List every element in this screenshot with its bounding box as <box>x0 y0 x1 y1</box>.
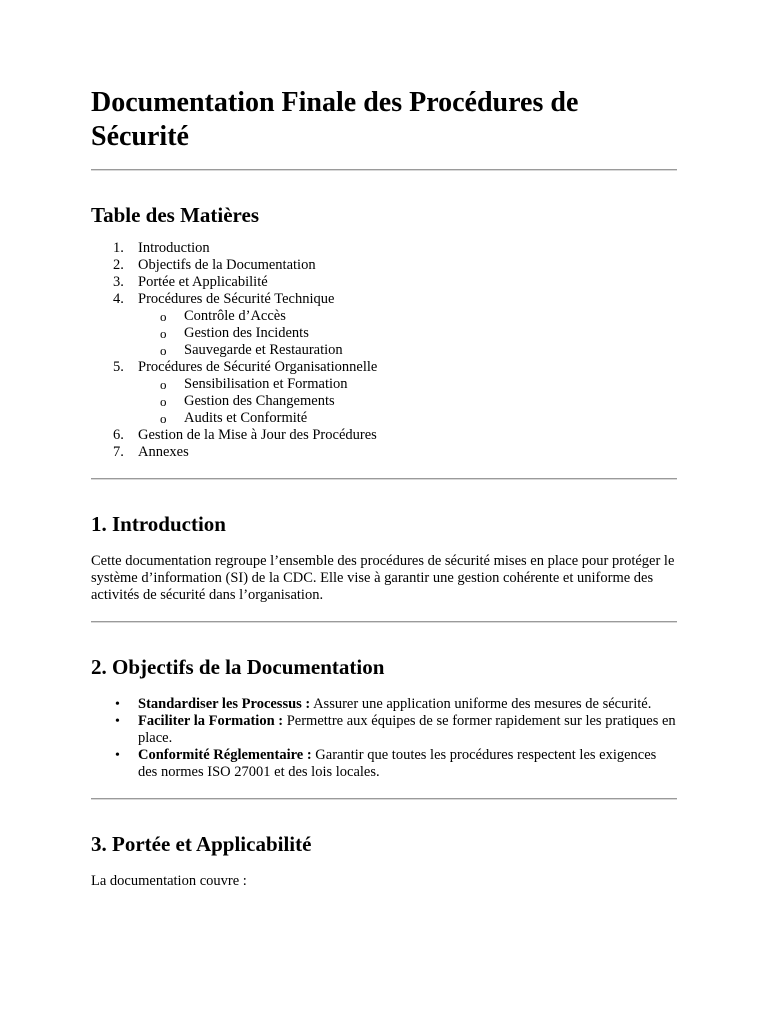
toc-item-label: Gestion de la Mise à Jour des Procédures <box>138 427 377 443</box>
toc-subitem: o Audits et Conformité <box>160 410 308 426</box>
section-heading-portee: 3. Portée et Applicabilité <box>91 832 312 856</box>
divider <box>91 621 677 623</box>
toc-item: 5. Procédures de Sécurité Organisationnelle o Sensibilisation et Formation o Gestion des Changements o Audits et Conformité <box>91 359 677 427</box>
toc-item: 4. Procédures de Sécurité Technique o Contrôle d’Accès o Gestion des Incidents o Sauvegarde et Restauration <box>91 291 677 359</box>
objectifs-list <box>91 696 677 781</box>
toc-subitem: o Sauvegarde et Restauration <box>160 342 343 358</box>
divider <box>91 798 677 800</box>
list-item-text: Garantir que toutes les procédures respectent les exigences des normes ISO 27001 et des lois locales. <box>138 747 657 780</box>
list-item-term: Conformité Réglementaire : <box>138 747 312 763</box>
toc-item-label: Annexes <box>138 444 189 460</box>
list-item: • Conformité Réglementaire : Garantir que toutes les procédures respectent les exigences des normes ISO 27001 et des lois locales. <box>115 747 657 780</box>
toc-sublist <box>138 376 677 427</box>
toc-item: 2. Objectifs de la Documentation <box>113 257 316 273</box>
toc-item-label: Procédures de Sécurité Organisationnelle <box>138 359 378 375</box>
toc-subitem-label: Gestion des Changements <box>184 393 335 409</box>
toc-subitem: o Contrôle d’Accès <box>160 308 286 324</box>
section-heading-objectifs: 2. Objectifs de la Documentation <box>91 655 385 679</box>
document-title: Documentation Finale des Procédures de Sécurité <box>91 87 579 152</box>
toc-item: 7. Annexes <box>113 444 189 460</box>
toc-subitem: o Gestion des Changements <box>160 393 335 409</box>
list-item-text: Permettre aux équipes de se former rapidement sur les pratiques en place. <box>138 713 676 746</box>
toc-subitem: o Sensibilisation et Formation <box>160 376 348 392</box>
section-heading-introduction: 1. Introduction <box>91 512 226 536</box>
toc-item: 3. Portée et Applicabilité <box>113 274 268 290</box>
toc-subitem-label: Contrôle d’Accès <box>184 308 286 324</box>
list-item: • Faciliter la Formation : Permettre aux équipes de se former rapidement sur les pratiques en place. <box>115 713 676 746</box>
toc-subitem-label: Gestion des Incidents <box>184 325 309 341</box>
list-item-term: Faciliter la Formation : <box>138 713 284 729</box>
document-content <box>91 86 677 890</box>
list-item-term: Standardiser les Processus : <box>138 696 311 712</box>
toc-sublist <box>138 308 677 359</box>
toc-heading: Table des Matières <box>91 203 259 227</box>
divider <box>91 169 677 171</box>
toc-item: 1. Introduction <box>113 240 210 256</box>
toc-item: 6. Gestion de la Mise à Jour des Procédures <box>113 427 377 443</box>
toc-subitem-label: Sauvegarde et Restauration <box>184 342 343 358</box>
toc-item-label: Portée et Applicabilité <box>138 274 268 290</box>
list-item-text: Assurer une application uniforme des mesures de sécurité. <box>310 696 652 712</box>
toc-item-label: Procédures de Sécurité Technique <box>138 291 335 307</box>
toc-subitem-label: Audits et Conformité <box>184 410 308 426</box>
portee-paragraph: La documentation couvre : <box>91 873 247 889</box>
table-of-contents <box>91 240 677 461</box>
toc-subitem-label: Sensibilisation et Formation <box>184 376 348 392</box>
toc-subitem: o Gestion des Incidents <box>160 325 309 341</box>
toc-item-label: Objectifs de la Documentation <box>138 257 316 273</box>
divider <box>91 478 677 480</box>
toc-item-label: Introduction <box>138 240 210 256</box>
list-item: • Standardiser les Processus : Assurer une application uniforme des mesures de sécurité. <box>115 696 652 712</box>
introduction-paragraph: Cette documentation regroupe l’ensemble des procédures de sécurité mises en place pour protéger le système d’information (SI) de la CDC. Elle vise à garantir une gestion cohérente et uniforme des activités de sécurité dans l’organisation. <box>91 553 675 603</box>
